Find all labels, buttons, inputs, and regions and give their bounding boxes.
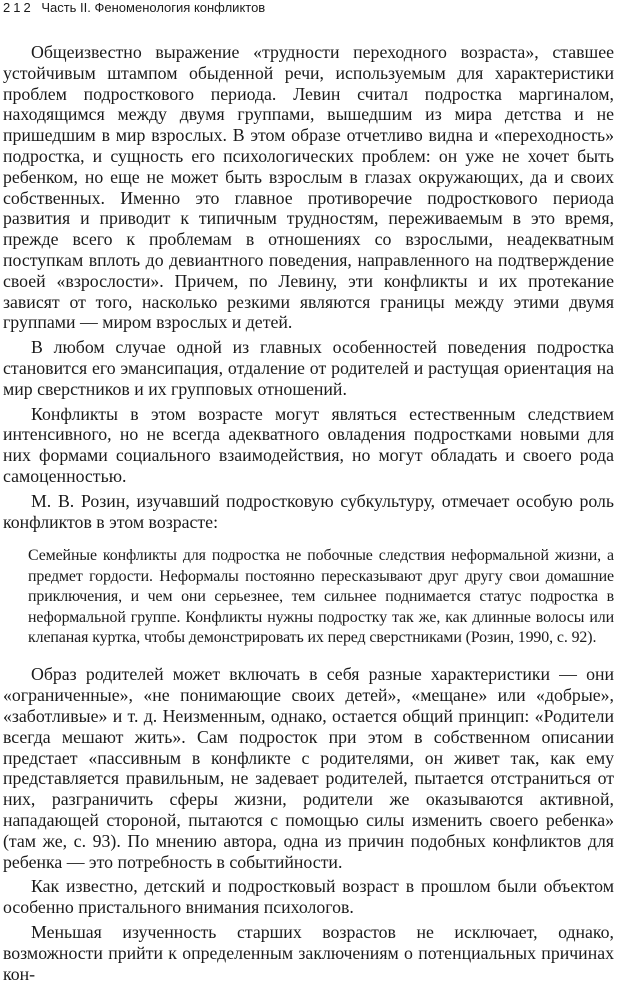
running-header-title: Часть II. Феноменология конфликтов	[41, 0, 266, 15]
paragraph: Меньшая изученность старших возрастов не исключает, однако, возможности прийти к определенным заключениям о потенциальных причинах кон-	[3, 921, 614, 984]
paragraph: М. В. Розин, изучавший подростковую субкультуру, отмечает особую роль конфликтов в этом возрасте:	[3, 490, 614, 532]
body-text	[3, 42, 614, 984]
paragraph: Общеизвестно выражение «трудности переходного возраста», ставшее устойчивым штампом обыденной речи, используемым для характеристики проблем подросткового периода. Левин считал подростка маргиналом, находящимся между двумя группами, вышедшим из мира детства и не пришедшим в мир взрослых. В этом образе отчетливо видна и «переходность» подростка, и сущность его психологических проблем: он уже не хочет быть ребенком, но еще не может быть взрослым в глазах окружающих, да и своих собственных. Именно это главное противоречие подросткового периода развития и приводит к типичным трудностям, переживаемым в это время, прежде всего к проблемам в отношениях со взрослыми, неадекватным поступкам вплоть до девиантного поведения, направленного на подтверждение своей «взрослости». Причем, по Левину, эти конфликты и их протекание зависят от того, насколько резкими являются границы между этими двумя группами — миром взрослых и детей.	[3, 42, 614, 333]
running-header	[3, 0, 265, 16]
page-number: 212	[3, 0, 34, 15]
paragraph: Как известно, детский и подростковый возраст в прошлом были объектом особенно пристального внимания психологов.	[3, 876, 614, 918]
paragraph: Конфликты в этом возрасте могут являться естественным следствием интенсивного, но не всегда адекватного овладения подростками новыми для них формами социального взаимодействия, но могут обладать и своего рода самоценностью.	[3, 403, 614, 486]
paragraph: В любом случае одной из главных особенностей поведения подростка становится его эмансипация, отдаление от родителей и растущая ориентация на мир сверстников и их групповых отношений.	[3, 337, 614, 399]
paragraph: Образ родителей может включать в себя разные характеристики — они «ограниченные», «не понимающие своих детей», «мещане» или «добрые», «заботливые» и т. д. Неизменным, однако, остается общий принцип: «Родители всегда мешают жить». Сам подросток при этом в собственном описании предстает «пассивным в конфликте с родителями, он живет так, как ему представляется правильным, не задевает родителей, пытается отстраниться от них, разграничить сферы жизни, родители же оказываются активной, нападающей стороной, пытаются с помощью силы изменить своего ребенка» (там же, с. 93). По мнению автора, одна из причин подобных конфликтов для ребенка — это потребность в событийности.	[3, 664, 614, 872]
block-quote: Семейные конфликты для подростка не побочные следствия неформальной жизни, а предмет гордости. Неформалы постоянно пересказывают друг другу свои домашние приключения, и чем они серьезнее, тем сильнее поднимается статус подростка в неформальной группе. Конфликты нужны подростку так же, как длинные волосы или клепаная куртка, чтобы демонстрировать их перед сверстниками (Розин, 1990, с. 92).	[28, 547, 614, 646]
